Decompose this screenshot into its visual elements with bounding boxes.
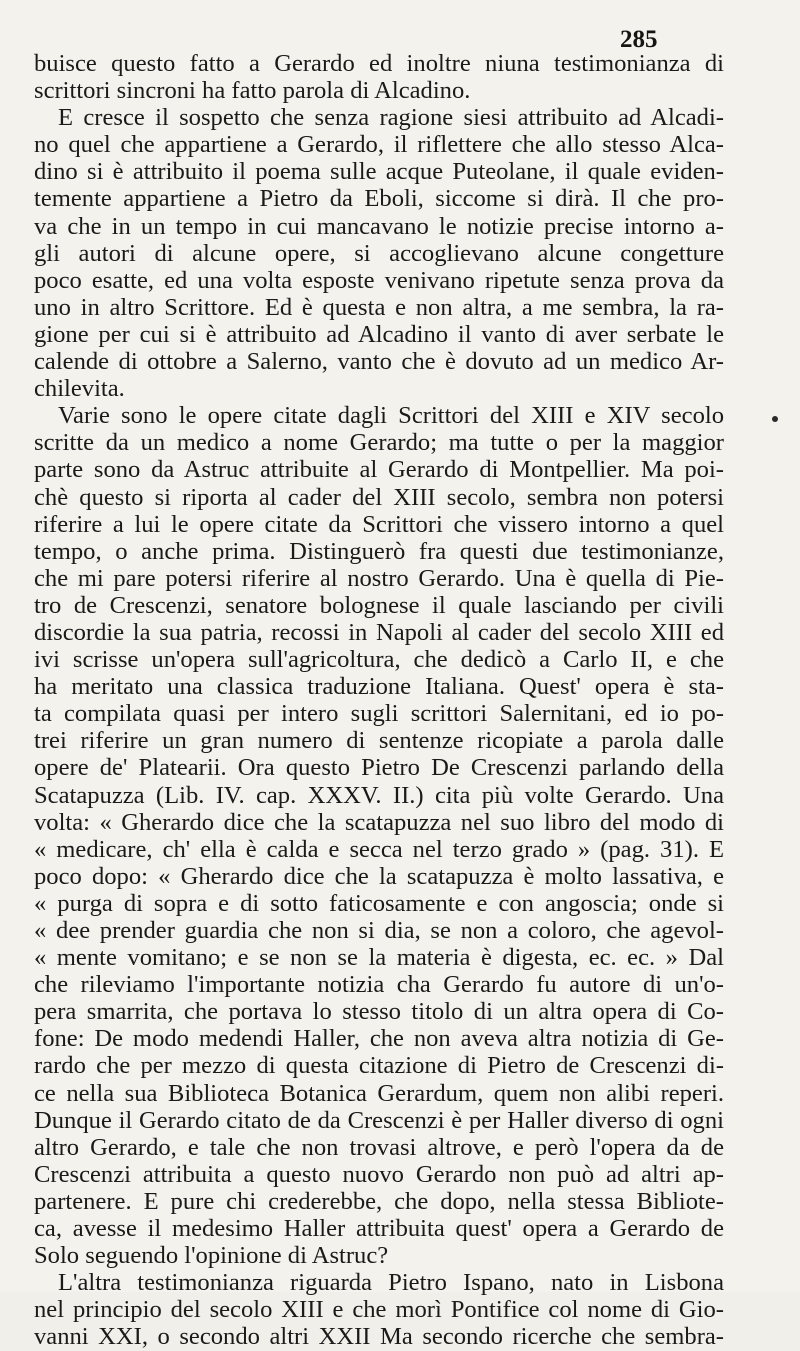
text-line: ca, avesse il medesimo Haller attribuita quest' opera a Gerardo de <box>34 1215 724 1243</box>
text-line: rardo che per mezzo di questa citazione di Pietro de Crescenzi di- <box>34 1052 724 1080</box>
text-line: buisce questo fatto a Gerardo ed inoltre niuna testimonianza di <box>34 50 724 77</box>
text-line: « dee prender guardia che non si dia, se non a coloro, che agevol- <box>34 917 724 944</box>
text-line: pera smarrita, che portava lo stesso titolo di un altra opera di Co- <box>34 998 724 1026</box>
page-text-body <box>34 50 724 1351</box>
text-line: calende di ottobre a Salerno, vanto che è dovuto ad un medico Ar- <box>34 348 724 376</box>
text-line: parte sono da Astruc attribuite al Gerardo di Montpellier. Ma poi- <box>34 456 724 484</box>
text-line: riferire a lui le opere citate da Scrittori che vissero intorno a quel <box>34 510 724 538</box>
text-line: che rileviamo l'importante notizia cha Gerardo fu autore di un'o- <box>34 971 724 999</box>
text-line: ta compilata quasi per intero sugli scrittori Salernitani, ed io po- <box>34 700 724 728</box>
text-line: scritte da un medico a nome Gerardo; ma tutte o per la maggior <box>34 429 724 457</box>
text-line: gli autori di alcune opere, si accoglievano alcune congetture <box>34 239 724 267</box>
text-line: ivi scrisse un'opera sull'agricoltura, che dedicò a Carlo II, e che <box>34 646 724 674</box>
text-line: Varie sono le opere citate dagli Scrittori del XIII e XIV secolo <box>58 402 724 430</box>
text-line: tro de Crescenzi, senatore bolognese il quale lasciando per civili <box>34 591 724 619</box>
text-line: Solo seguendo l'opinione di Astruc? <box>34 1242 389 1270</box>
page-number: 285 <box>620 26 658 53</box>
text-line: discordie la sua patria, recossi in Napoli al cader del secolo XIII ed <box>34 618 724 646</box>
text-line: chè questo si riporta al cader del XIII secolo, sembra non potersi <box>34 483 724 511</box>
text-line: altro Gerardo, e tale che non trovasi altrove, e però l'opera da de <box>34 1133 724 1161</box>
text-line: Scatapuzza (Lib. IV. cap. XXXV. II.) cita più volte Gerardo. Una <box>34 781 724 809</box>
margin-mark <box>772 416 778 422</box>
text-line: scrittori sincroni ha fatto parola di Alcadino. <box>34 77 471 105</box>
text-line: E cresce il sospetto che senza ragione siesi attribuito ad Alcadi- <box>58 104 724 132</box>
text-line: dino si è attribuito il poema sulle acque Puteolane, il quale eviden- <box>34 158 724 186</box>
text-line: chilevita. <box>34 375 125 403</box>
text-line: L'altra testimonianza riguarda Pietro Ispano, nato in Lisbona <box>58 1269 724 1297</box>
text-line: volta: « Gherardo dice che la scatapuzza nel suo libro del modo di <box>34 808 724 836</box>
text-line: partenere. E pure chi crederebbe, che dopo, nella stessa Bibliote- <box>34 1187 724 1215</box>
text-line: poco esatte, ed una volta esposte venivano ripetute senza prova da <box>34 266 724 294</box>
text-line: che mi pare potersi riferire al nostro Gerardo. Una è quella di Pie- <box>34 564 724 592</box>
text-line: temente appartiene a Pietro da Eboli, siccome si dirà. Il che pro- <box>34 185 724 213</box>
text-line: Crescenzi attribuita a questo nuovo Gerardo non può ad altri ap- <box>34 1160 724 1188</box>
text-line: ha meritato una classica traduzione Italiana. Quest' opera è sta- <box>34 673 724 701</box>
text-line: fone: De modo medendi Haller, che non aveva altra notizia di Ge- <box>34 1025 724 1053</box>
text-line: vanni XXI, o secondo altri XXII Ma secondo ricerche che sembra- <box>34 1323 724 1351</box>
text-line: no quel che appartiene a Gerardo, il riflettere che allo stesso Alca- <box>34 131 724 159</box>
text-line: poco dopo: « Gherardo dice che la scatapuzza è molto lassativa, e <box>34 862 724 890</box>
text-line: nel principio del secolo XIII e che morì Pontifice col nome di Gio- <box>34 1296 724 1324</box>
text-line: tempo, o anche prima. Distinguerò fra questi due testimonianze, <box>34 537 724 565</box>
text-line: « medicare, ch' ella è calda e secca nel terzo grado » (pag. 31). E <box>34 835 724 863</box>
text-line: trei riferire un gran numero di sentenze ricopiate a parola dalle <box>34 727 724 755</box>
text-line: « purga di sopra e di sotto faticosamente e con angoscia; onde si <box>34 889 724 917</box>
text-line: opere de' Platearii. Ora questo Pietro De Crescenzi parlando della <box>34 754 724 782</box>
text-line: gione per cui si è attribuito ad Alcadino il vanto di aver serbate le <box>34 320 724 348</box>
text-line: Dunque il Gerardo citato de da Crescenzi è per Haller diverso di ogni <box>34 1106 724 1134</box>
text-line: uno in altro Scrittore. Ed è questa e non altra, a me sembra, la ra- <box>34 293 724 321</box>
text-line: ce nella sua Biblioteca Botanica Gerardum, quem non alibi reperi. <box>34 1079 724 1107</box>
text-line: va che in un tempo in cui mancavano le notizie precise intorno a- <box>34 212 724 240</box>
text-line: « mente vomitano; e se non se la materia è digesta, ec. ec. » Dal <box>34 944 724 972</box>
